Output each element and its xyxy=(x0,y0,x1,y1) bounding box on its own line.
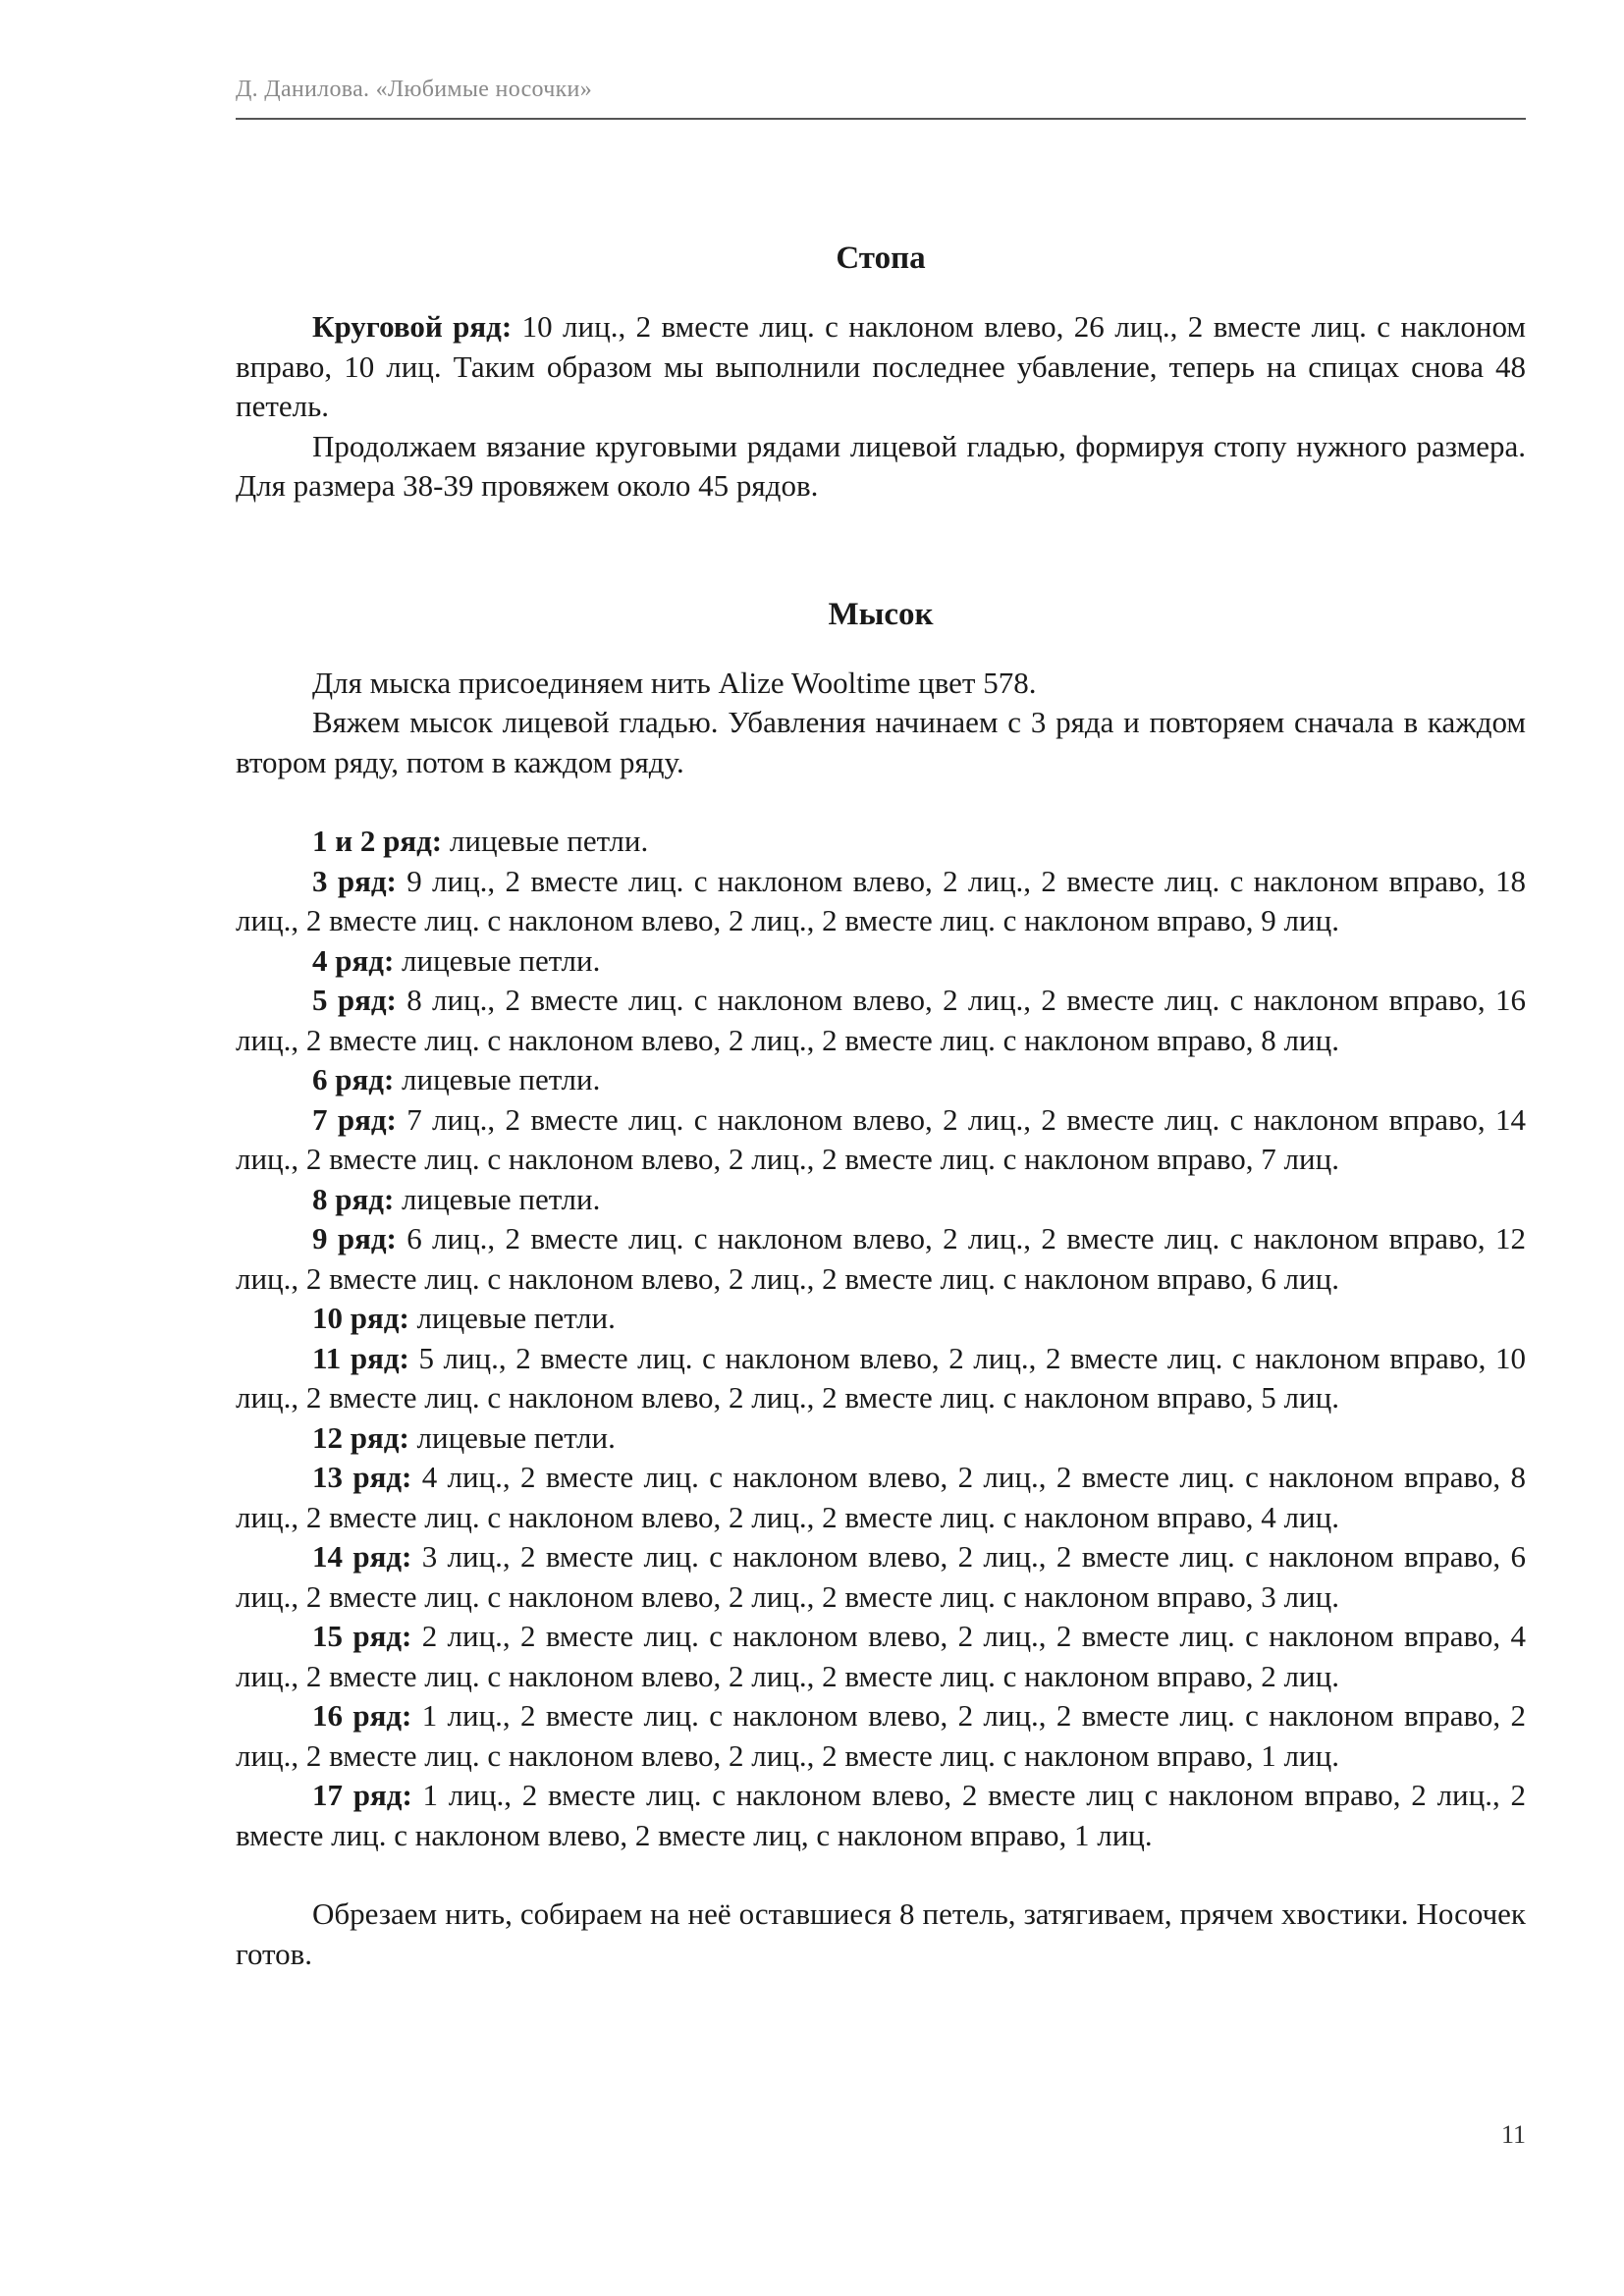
row-label: 15 ряд: xyxy=(312,1619,412,1653)
row-text: лицевые петли. xyxy=(394,1062,601,1096)
row-label: 9 ряд: xyxy=(312,1221,397,1255)
toe-row-13 xyxy=(236,1458,1526,1537)
row-text: 5 лиц., 2 вместе лиц. с наклоном влево, 2 лиц., 2 вместе лиц. с наклоном вправо, 10 лиц., 2 вместе лиц. с наклоном влево, 2 лиц., 2 вместе лиц. с наклоном вправо, 5 лиц. xyxy=(236,1340,1526,1415)
row-text: 6 лиц., 2 вместе лиц. с наклоном влево, 2 лиц., 2 вместе лиц. с наклоном вправо, 12 лиц., 2 вместе лиц. с наклоном влево, 2 лиц., 2 вместе лиц. с наклоном вправо, 6 лиц. xyxy=(236,1221,1526,1296)
toe-row-15 xyxy=(236,1617,1526,1696)
toe-row-16 xyxy=(236,1696,1526,1776)
row-text: 8 лиц., 2 вместе лиц. с наклоном влево, 2 лиц., 2 вместе лиц. с наклоном вправо, 16 лиц., 2 вместе лиц. с наклоном влево, 2 лиц., 2 вместе лиц. с наклоном вправо, 8 лиц. xyxy=(236,983,1526,1057)
row-text: 9 лиц., 2 вместе лиц. с наклоном влево, 2 лиц., 2 вместе лиц. с наклоном вправо, 18 лиц., 2 вместе лиц. с наклоном влево, 2 лиц., 2 вместе лиц. с наклоном вправо, 9 лиц. xyxy=(236,863,1526,937)
row-text: 1 лиц., 2 вместе лиц. с наклоном влево, 2 лиц., 2 вместе лиц. с наклоном вправо, 2 лиц., 2 вместе лиц. с наклоном влево, 2 лиц., 2 вместе лиц. с наклоном вправо, 1 лиц. xyxy=(236,1698,1526,1773)
row-label: 8 ряд: xyxy=(312,1181,395,1216)
toe-row-4 xyxy=(236,941,1526,982)
toe-row-7 xyxy=(236,1100,1526,1180)
row-label: 6 ряд: xyxy=(312,1062,395,1096)
toe-rows-list xyxy=(236,822,1526,1855)
page-number: 11 xyxy=(1500,2120,1526,2149)
row-label: 5 ряд: xyxy=(312,983,397,1017)
stopa-paragraph-round-row xyxy=(236,307,1526,427)
toe-row-3 xyxy=(236,862,1526,941)
toe-row-12 xyxy=(236,1418,1526,1459)
row-label: 16 ряд: xyxy=(312,1698,412,1733)
row-label: 13 ряд: xyxy=(312,1460,412,1494)
row-label: 7 ряд: xyxy=(312,1101,397,1137)
toe-row-9 xyxy=(236,1219,1526,1299)
row-label: 17 ряд: xyxy=(312,1778,412,1812)
row-text: лицевые петли. xyxy=(408,1301,616,1335)
toe-row-6 xyxy=(236,1060,1526,1100)
section-heading-stopa: Стопа xyxy=(836,240,926,276)
row-label: 3 ряд: xyxy=(312,863,397,898)
row-text: 4 лиц., 2 вместе лиц. с наклоном влево, 2 лиц., 2 вместе лиц. с наклоном вправо, 8 лиц., 2 вместе лиц. с наклоном влево, 2 лиц., 2 вместе лиц. с наклоном вправо, 4 лиц. xyxy=(236,1460,1526,1534)
header-divider xyxy=(236,118,1526,120)
row-text: лицевые петли. xyxy=(394,942,601,978)
toe-row-1-2 xyxy=(236,822,1526,862)
row-label: 12 ряд: xyxy=(312,1419,409,1455)
row-label: 4 ряд: xyxy=(312,942,395,978)
row-text: 7 лиц., 2 вместе лиц. с наклоном влево, 2 лиц., 2 вместе лиц. с наклоном вправо, 14 лиц., 2 вместе лиц. с наклоном влево, 2 лиц., 2 вместе лиц. с наклоном вправо, 7 лиц. xyxy=(236,1101,1526,1176)
section-heading-mysok: Мысок xyxy=(828,596,934,632)
toe-row-14 xyxy=(236,1537,1526,1617)
row-text: лицевые петли. xyxy=(442,824,649,858)
toe-row-5 xyxy=(236,981,1526,1060)
row-text: 10 лиц., 2 вместе лиц. с наклоном влево, 26 лиц., 2 вместе лиц. с наклоном вправо, 10 лиц. Таким образом мы выполнили последнее убавление, теперь на спицах снова 48 петель. xyxy=(236,309,1526,423)
row-label: 1 и 2 ряд: xyxy=(312,824,443,858)
row-text: 1 лиц., 2 вместе лиц. с наклоном влево, 2 вместе лиц с наклоном вправо, 2 лиц., 2 вместе лиц. с наклоном влево, 2 вместе лиц, с наклоном вправо, 1 лиц. xyxy=(236,1778,1526,1852)
mysok-intro-yarn: Для мыска присоединяем нить Alize Wooltime цвет 578. xyxy=(312,665,1037,700)
running-header: Д. Данилова. «Любимые носочки» xyxy=(236,77,592,102)
page-body xyxy=(236,234,1526,1974)
row-text: 3 лиц., 2 вместе лиц. с наклоном влево, 2 лиц., 2 вместе лиц. с наклоном вправо, 6 лиц., 2 вместе лиц. с наклоном влево, 2 лиц., 2 вместе лиц. с наклоном вправо, 3 лиц. xyxy=(236,1539,1526,1614)
toe-row-17 xyxy=(236,1776,1526,1855)
closing-paragraph: Обрезаем нить, собираем на неё оставшиеся 8 петель, затягиваем, прячем хвостики. Носочек готов. xyxy=(236,1896,1526,1971)
row-label: Круговой ряд: xyxy=(312,309,513,344)
toe-row-8 xyxy=(236,1180,1526,1220)
row-text: лицевые петли. xyxy=(394,1181,601,1216)
mysok-intro-decreases: Вяжем мысок лицевой гладью. Убавления начинаем с 3 ряда и повторяем сначала в каждом втором ряду, потом в каждом ряду. xyxy=(236,705,1526,779)
row-label: 11 ряд: xyxy=(312,1340,409,1375)
toe-row-10 xyxy=(236,1299,1526,1339)
stopa-paragraph-continue: Продолжаем вязание круговыми рядами лицевой гладью, формируя стопу нужного размера. Для размера 38-39 провяжем около 45 рядов. xyxy=(236,428,1526,503)
row-text: лицевые петли. xyxy=(408,1419,616,1455)
row-label: 14 ряд: xyxy=(312,1539,412,1574)
row-text: 2 лиц., 2 вместе лиц. с наклоном влево, 2 лиц., 2 вместе лиц. с наклоном вправо, 4 лиц., 2 вместе лиц. с наклоном влево, 2 лиц., 2 вместе лиц. с наклоном вправо, 2 лиц. xyxy=(236,1619,1526,1693)
row-label: 10 ряд: xyxy=(312,1301,409,1335)
toe-row-11 xyxy=(236,1339,1526,1418)
